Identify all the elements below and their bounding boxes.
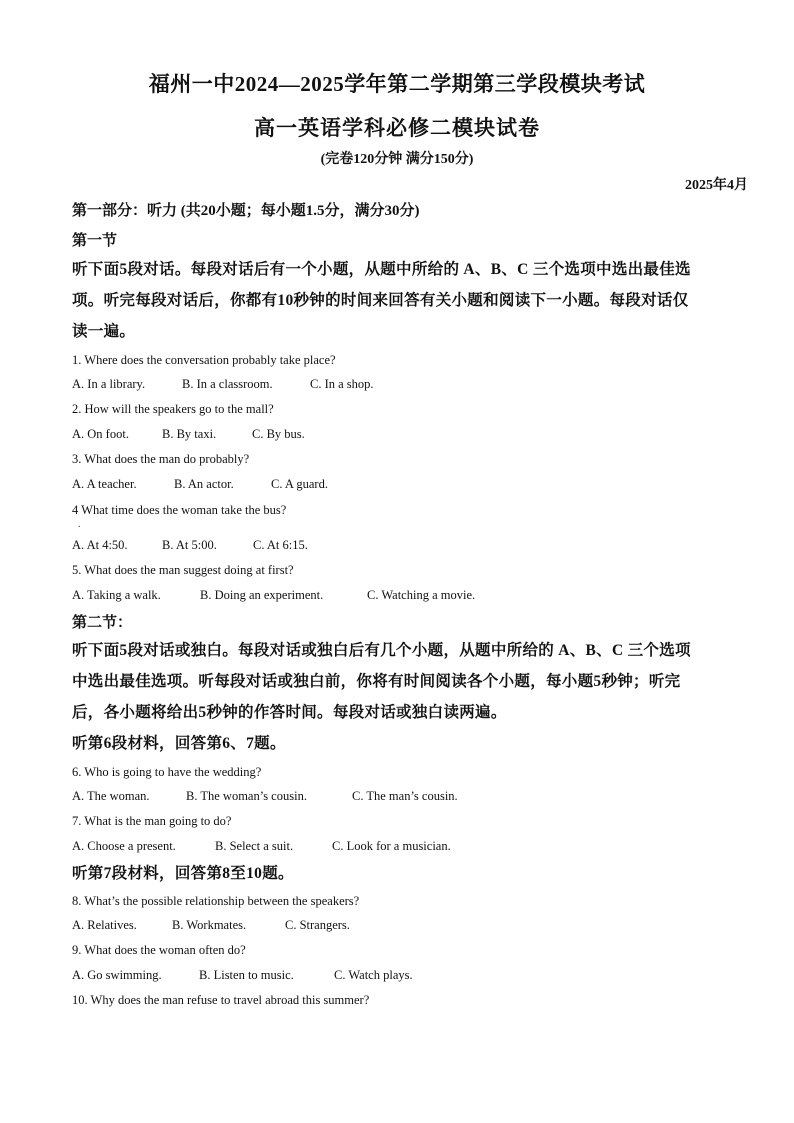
option-b: B. Select a suit. (215, 839, 294, 853)
instruction-line: 项。听完每段对话后，你都有10秒钟的时间来回答有关小题和阅读下一小题。每段对话仅 (72, 292, 689, 309)
material-6-heading: 听第6段材料，回答第6、7题。 (72, 735, 286, 752)
options-3 (72, 475, 732, 494)
instruction-line: 听下面5段对话。每段对话后有一个小题，从题中所给的 A、B、C 三个选项中选出最佳选 (72, 261, 691, 278)
option-b: B. Workmates. (172, 918, 247, 932)
section2-heading: 第二节： (72, 615, 133, 631)
question-10: 10. Why does the man refuse to travel abroad this summer? (72, 993, 370, 1007)
stray-mark: . (78, 519, 81, 530)
option-b: B. The woman’s cousin. (186, 789, 307, 803)
options-4 (72, 536, 732, 555)
section1-instructions (72, 254, 732, 347)
option-c: C. In a shop. (310, 377, 374, 391)
instruction-line: 听下面5段对话或独白。每段对话或独白后有几个小题，从题中所给的 A、B、C 三个选项 (72, 642, 691, 659)
option-b: B. An actor. (174, 477, 234, 491)
option-a: A. In a library. (72, 377, 146, 391)
option-c: C. The man’s cousin. (352, 789, 458, 803)
question-3: 3. What does the man do probably? (72, 452, 250, 466)
options-1 (72, 375, 732, 394)
section1-heading: 第一节 (72, 233, 118, 249)
exam-date: 2025年4月 (685, 178, 748, 193)
option-a: A. A teacher. (72, 477, 137, 491)
paper-subtitle: 高一英语学科必修二模块试卷 (254, 116, 540, 140)
part1-heading: 第一部分：听力 (共20小题；每小题1.5分，满分30分) (72, 203, 420, 219)
question-4: 4 What time does the woman take the bus? (72, 503, 287, 517)
options-6 (72, 787, 732, 806)
option-a: A. On foot. (72, 427, 129, 441)
option-c: C. At 6:15. (253, 538, 308, 552)
instruction-line: 中选出最佳选项。听每段对话或独白前，你将有时间阅读各个小题，每小题5秒钟；听完 (72, 673, 681, 690)
option-c: C. By bus. (252, 427, 305, 441)
option-a: A. Taking a walk. (72, 588, 161, 602)
options-9 (72, 966, 732, 985)
time-score-note: (完卷120分钟 满分150分) (320, 152, 474, 167)
option-c: C. A guard. (271, 477, 328, 491)
options-2 (72, 425, 732, 444)
option-a: A. Choose a present. (72, 839, 176, 853)
option-c: C. Look for a musician. (332, 839, 451, 853)
exam-title: 福州一中2024—2025学年第二学期第三学段模块考试 (148, 72, 646, 96)
option-c: C. Watching a movie. (367, 588, 476, 602)
options-7 (72, 837, 732, 856)
material-7-heading: 听第7段材料，回答第8至10题。 (72, 865, 294, 882)
question-1: 1. Where does the conversation probably take place? (72, 353, 336, 367)
option-a: A. At 4:50. (72, 538, 128, 552)
options-5 (72, 586, 732, 605)
option-b: B. In a classroom. (182, 377, 273, 391)
instruction-line: 读一遍。 (72, 323, 136, 340)
question-8: 8. What’s the possible relationship between the speakers? (72, 894, 360, 908)
option-b: B. Listen to music. (199, 968, 294, 982)
question-2: 2. How will the speakers go to the mall? (72, 402, 274, 416)
option-a: A. Go swimming. (72, 968, 162, 982)
question-9: 9. What does the woman often do? (72, 943, 246, 957)
option-c: C. Watch plays. (334, 968, 413, 982)
option-c: C. Strangers. (285, 918, 350, 932)
option-a: A. Relatives. (72, 918, 137, 932)
option-a: A. The woman. (72, 789, 150, 803)
option-b: B. At 5:00. (162, 538, 217, 552)
question-5: 5. What does the man suggest doing at first? (72, 563, 294, 577)
section2-instructions (72, 635, 732, 759)
question-6: 6. Who is going to have the wedding? (72, 765, 262, 779)
option-b: B. By taxi. (162, 427, 217, 441)
instruction-line: 后，各小题将给出5秒钟的作答时间。每段对话或独白读两遍。 (72, 704, 507, 721)
option-b: B. Doing an experiment. (200, 588, 324, 602)
question-7: 7. What is the man going to do? (72, 814, 232, 828)
exam-body (72, 200, 732, 1010)
options-8 (72, 916, 732, 935)
